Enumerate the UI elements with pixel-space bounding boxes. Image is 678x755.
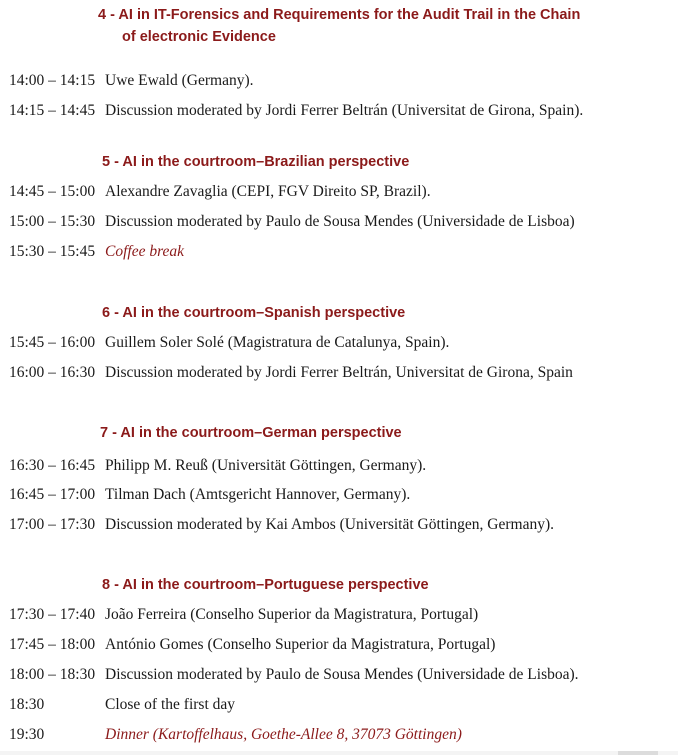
section-8-heading bbox=[102, 574, 429, 596]
row-time: 14:45 – 15:00 bbox=[9, 183, 96, 200]
row-desc: Uwe Ewald (Germany). bbox=[105, 72, 254, 89]
schedule-row bbox=[9, 723, 462, 747]
row-time: 15:30 – 15:45 bbox=[9, 243, 96, 260]
row-time: 14:15 – 14:45 bbox=[9, 102, 96, 119]
section-5-heading-line-1: 5 - AI in the courtroom–Brazilian perspective bbox=[102, 154, 410, 170]
row-desc: Philipp M. Reuß (Universität Göttingen, Germany). bbox=[105, 457, 427, 474]
row-desc: Alexandre Zavaglia (CEPI, FGV Direito SP, Brazil). bbox=[105, 183, 431, 200]
row-desc: Tilman Dach (Amtsgericht Hannover, Germany). bbox=[105, 486, 411, 503]
schedule-row bbox=[9, 69, 253, 93]
row-time: 14:00 – 14:15 bbox=[9, 72, 96, 89]
row-time: 17:45 – 18:00 bbox=[9, 636, 96, 653]
schedule-row bbox=[9, 240, 184, 264]
row-desc: Discussion moderated by Jordi Ferrer Beltrán (Universitat de Girona, Spain). bbox=[105, 102, 584, 119]
row-desc: João Ferreira (Conselho Superior da Magistratura, Portugal) bbox=[105, 606, 479, 623]
row-time: 18:00 – 18:30 bbox=[9, 666, 96, 683]
row-desc: Discussion moderated by Paulo de Sousa Mendes (Universidade de Lisboa). bbox=[105, 666, 579, 683]
schedule-row bbox=[9, 633, 495, 657]
section-8-heading-line-1: 8 - AI in the courtroom–Portuguese perspective bbox=[102, 577, 429, 593]
row-time: 15:00 – 15:30 bbox=[9, 213, 96, 230]
section-7-heading bbox=[100, 422, 402, 444]
row-desc: António Gomes (Conselho Superior da Magistratura, Portugal) bbox=[105, 636, 496, 653]
schedule-row bbox=[9, 361, 573, 385]
row-time: 17:00 – 17:30 bbox=[9, 516, 96, 533]
row-time: 18:30 bbox=[9, 696, 45, 713]
schedule-row bbox=[9, 603, 478, 627]
section-6-heading bbox=[102, 302, 405, 324]
schedule-row bbox=[9, 663, 579, 687]
row-desc: Discussion moderated by Jordi Ferrer Beltrán, Universitat de Girona, Spain bbox=[105, 364, 573, 381]
section-7-heading-line-1: 7 - AI in the courtroom–German perspective bbox=[100, 425, 402, 441]
row-time: 19:30 bbox=[9, 726, 45, 743]
row-desc: Guillem Soler Solé (Magistratura de Catalunya, Spain). bbox=[105, 334, 450, 351]
coffee-break-label: Coffee break bbox=[105, 243, 185, 260]
row-time: 16:00 – 16:30 bbox=[9, 364, 96, 381]
schedule-row bbox=[9, 180, 431, 204]
schedule-row bbox=[9, 99, 583, 123]
row-time: 16:45 – 17:00 bbox=[9, 486, 96, 503]
row-desc: Close of the first day bbox=[105, 696, 236, 713]
row-time: 17:30 – 17:40 bbox=[9, 606, 96, 623]
row-desc: Discussion moderated by Paulo de Sousa Mendes (Universidade de Lisboa) bbox=[105, 213, 575, 230]
dinner-label: Dinner (Kartoffelhaus, Goethe-Allee 8, 37073 Göttingen) bbox=[105, 726, 462, 743]
schedule-row bbox=[9, 454, 426, 478]
section-4-heading-line-1: 4 - AI in IT-Forensics and Requirements for the Audit Trail in the Chain bbox=[98, 7, 581, 23]
scrollbar-thumb[interactable] bbox=[618, 751, 658, 755]
horizontal-scrollbar[interactable] bbox=[0, 751, 678, 755]
section-4-heading bbox=[98, 4, 580, 48]
section-4-heading-line-2: of electronic Evidence bbox=[122, 29, 276, 45]
schedule-row bbox=[9, 693, 235, 717]
row-time: 16:30 – 16:45 bbox=[9, 457, 96, 474]
schedule-row bbox=[9, 210, 575, 234]
schedule-row bbox=[9, 331, 449, 355]
row-time: 15:45 – 16:00 bbox=[9, 334, 96, 351]
row-desc: Discussion moderated by Kai Ambos (Universität Göttingen, Germany). bbox=[105, 516, 554, 533]
schedule-row bbox=[9, 513, 554, 537]
section-5-heading bbox=[102, 151, 409, 173]
schedule-row bbox=[9, 483, 410, 507]
section-6-heading-line-1: 6 - AI in the courtroom–Spanish perspective bbox=[102, 305, 406, 321]
